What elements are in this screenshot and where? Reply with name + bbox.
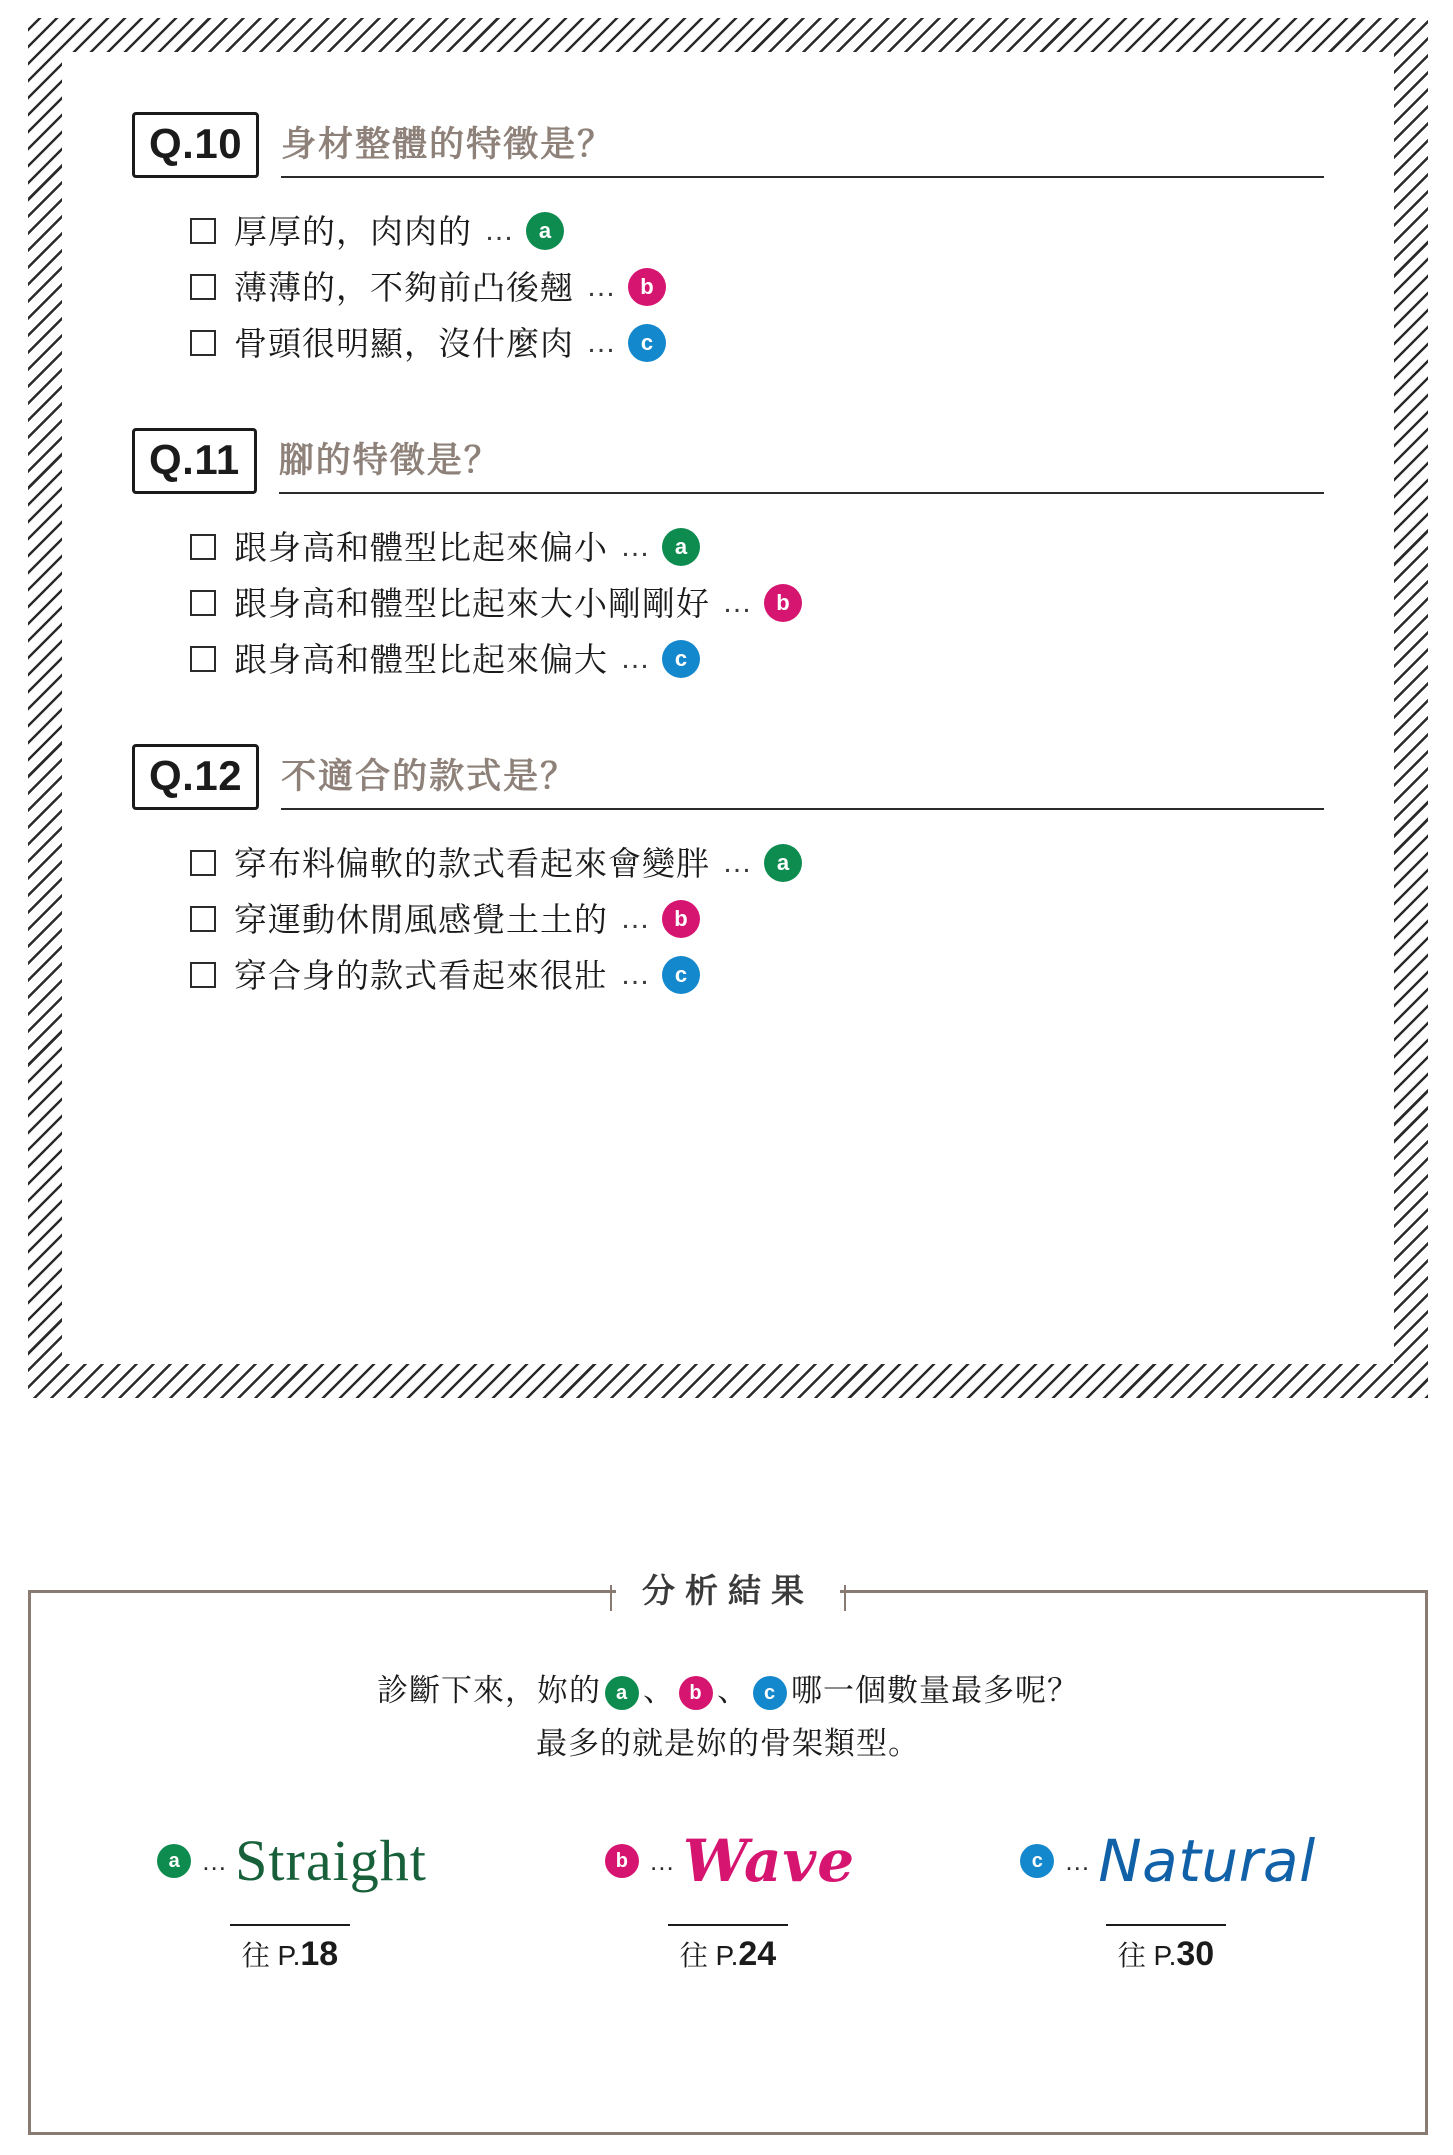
dots-separator: …: [586, 270, 618, 303]
questionnaire-card: [28, 18, 1428, 1398]
option-label: 骨頭很明顯，沒什麼肉: [234, 324, 574, 362]
option-label: 穿合身的款式看起來很壯: [234, 956, 608, 994]
option-row[interactable]: [190, 324, 1324, 362]
lead-separator-1: 、: [643, 1673, 675, 1708]
page-number: 24: [738, 1935, 777, 1974]
question-block-q10: [132, 112, 1324, 362]
lead-badge-a: a: [605, 1676, 639, 1710]
option-label: 跟身高和體型比起來偏小: [234, 528, 608, 566]
question-title-wrap: [279, 442, 1324, 495]
question-number-badge: Q.11: [132, 428, 257, 494]
checkbox-icon[interactable]: [190, 850, 216, 876]
option-row[interactable]: [190, 640, 1324, 678]
type-name-natural: Natural: [1098, 1827, 1316, 1896]
option-list: [190, 212, 1324, 362]
lead-text-part1: 診斷下來，妳的: [377, 1673, 601, 1708]
option-label: 跟身高和體型比起來偏大: [234, 640, 608, 678]
answer-badge-a: a: [764, 844, 802, 882]
question-block-q11: [132, 428, 1324, 678]
type-result-wave[interactable]: [511, 1827, 945, 1974]
type-badge-b: b: [605, 1844, 639, 1878]
question-header: [132, 112, 1324, 178]
checkbox-icon[interactable]: [190, 590, 216, 616]
lead-line-2: 最多的就是妳的骨架類型。: [536, 1725, 920, 1761]
answer-badge-a: a: [662, 528, 700, 566]
type-badge-a: a: [157, 1844, 191, 1878]
question-number-badge: Q.12: [132, 744, 259, 810]
option-label: 厚厚的，肉肉的: [234, 212, 472, 250]
page-label: 往 P.: [1117, 1940, 1177, 1972]
type-result-natural[interactable]: [949, 1827, 1383, 1974]
answer-badge-b: b: [628, 268, 666, 306]
checkbox-icon[interactable]: [190, 962, 216, 988]
lead-line-1: [31, 1665, 1425, 1718]
type-results-row: [31, 1827, 1425, 1974]
dots-separator: …: [722, 586, 754, 619]
question-number-badge: Q.10: [132, 112, 259, 178]
dots-separator: …: [620, 530, 652, 563]
dots-separator: …: [201, 1845, 230, 1876]
dots-separator: …: [648, 1845, 677, 1876]
type-result-straight[interactable]: [73, 1828, 507, 1974]
type-name-row: [511, 1827, 945, 1896]
lead-separator-2: 、: [717, 1673, 749, 1708]
lead-badge-c: c: [753, 1676, 787, 1710]
questionnaire-inner: [62, 52, 1394, 1364]
option-row[interactable]: [190, 900, 1324, 938]
type-name-wave: Wave: [682, 1827, 856, 1896]
option-row[interactable]: [190, 268, 1324, 306]
answer-badge-c: c: [662, 956, 700, 994]
option-row[interactable]: [190, 212, 1324, 250]
heading-tick-left: [610, 1585, 612, 1611]
checkbox-icon[interactable]: [190, 330, 216, 356]
question-title-wrap: [281, 126, 1324, 179]
analysis-result-title: 分析結果: [616, 1565, 840, 1612]
dots-separator: …: [620, 642, 652, 675]
question-block-q12: [132, 744, 1324, 994]
option-row[interactable]: [190, 584, 1324, 622]
dots-separator: …: [620, 958, 652, 991]
option-label: 薄薄的，不夠前凸後翹: [234, 268, 574, 306]
checkbox-icon[interactable]: [190, 274, 216, 300]
answer-badge-c: c: [628, 324, 666, 362]
analysis-result-card: [28, 1572, 1428, 2135]
option-row[interactable]: [190, 844, 1324, 882]
heading-tick-right: [844, 1585, 846, 1611]
dots-separator: …: [586, 326, 618, 359]
checkbox-icon[interactable]: [190, 646, 216, 672]
type-name-row: [949, 1827, 1383, 1896]
dots-separator: …: [484, 214, 516, 247]
option-list: [190, 844, 1324, 994]
question-title: 腳的特徵是？: [278, 440, 501, 480]
question-header: [132, 744, 1324, 810]
dots-separator: …: [722, 846, 754, 879]
question-title-wrap: [281, 758, 1324, 811]
answer-badge-b: b: [662, 900, 700, 938]
type-page-ref-natural[interactable]: [1106, 1924, 1226, 1974]
type-page-ref-wave[interactable]: [668, 1924, 788, 1974]
question-title: 身材整體的特徵是？: [281, 124, 615, 164]
checkbox-icon[interactable]: [190, 906, 216, 932]
answer-badge-c: c: [662, 640, 700, 678]
checkbox-icon[interactable]: [190, 534, 216, 560]
answer-badge-b: b: [764, 584, 802, 622]
question-header: [132, 428, 1324, 494]
option-row[interactable]: [190, 956, 1324, 994]
type-name-straight: Straight: [235, 1828, 427, 1894]
analysis-result-lead: [31, 1665, 1425, 1770]
analysis-result-heading: [31, 1565, 1425, 1612]
option-label: 穿運動休閒風感覺土土的: [234, 900, 608, 938]
page-label: 往 P.: [241, 1940, 301, 1972]
lead-text-part2: 哪一個數量最多呢？: [791, 1673, 1079, 1708]
dots-separator: …: [1064, 1845, 1093, 1876]
option-label: 穿布料偏軟的款式看起來會變胖: [234, 844, 710, 882]
checkbox-icon[interactable]: [190, 218, 216, 244]
question-title: 不適合的款式是？: [281, 756, 578, 796]
option-list: [190, 528, 1324, 678]
answer-badge-a: a: [526, 212, 564, 250]
page-label: 往 P.: [679, 1940, 739, 1972]
type-name-row: [73, 1828, 507, 1894]
type-page-ref-straight[interactable]: [230, 1924, 350, 1974]
option-label: 跟身高和體型比起來大小剛剛好: [234, 584, 710, 622]
type-badge-c: c: [1020, 1844, 1054, 1878]
dots-separator: …: [620, 902, 652, 935]
page-number: 18: [300, 1935, 339, 1974]
option-row[interactable]: [190, 528, 1324, 566]
page-number: 30: [1176, 1935, 1215, 1974]
lead-badge-b: b: [679, 1676, 713, 1710]
